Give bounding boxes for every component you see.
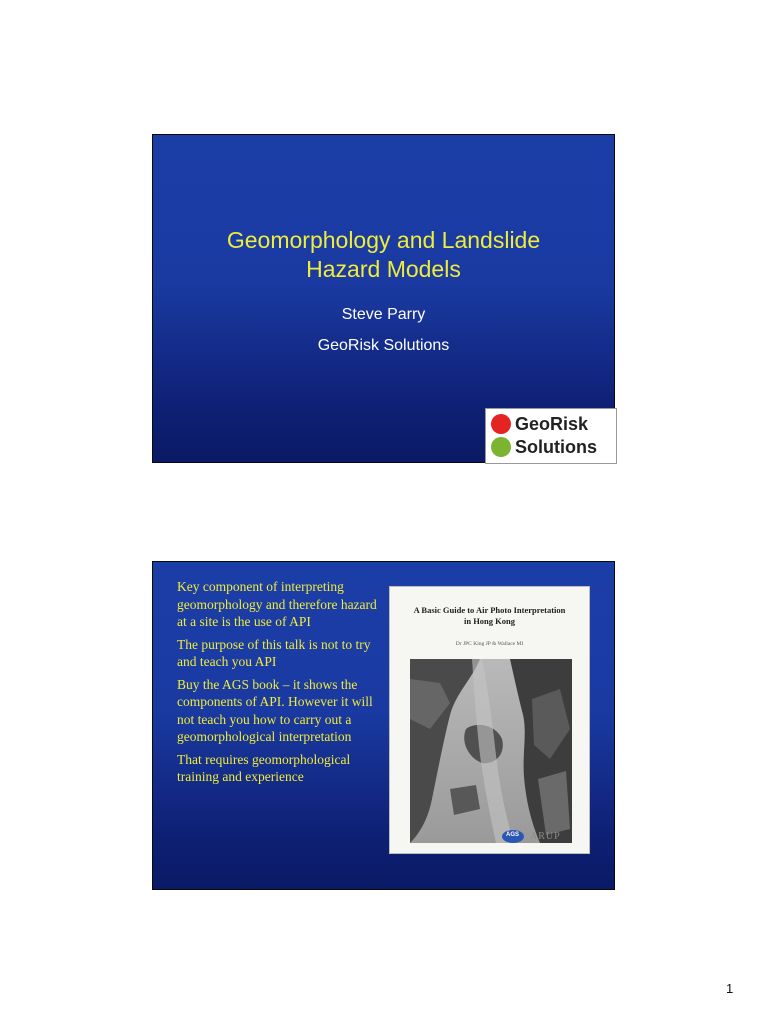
book-title	[398, 605, 581, 627]
bullet-item: That requires geomorphological training and experience	[177, 751, 351, 784]
aerial-photo	[410, 659, 572, 843]
book-title-line1: A Basic Guide to Air Photo Interpretation	[413, 605, 566, 615]
company-name: GeoRisk Solutions	[317, 337, 450, 354]
logo-text-line2: Solutions	[515, 437, 597, 457]
slide-title	[153, 226, 614, 284]
bullet-list	[177, 578, 377, 791]
slide-title-line2: Hazard Models	[306, 256, 461, 282]
content-slide	[152, 561, 615, 890]
bullet-item: The purpose of this talk is not to try and teach you API	[177, 636, 371, 669]
bullet-item: Buy the AGS book – it shows the components of API. However it will not teach you how to carry out a geomorphological interpretation	[177, 676, 373, 744]
arup-logo-text: ARUP	[530, 831, 561, 842]
book-title-line2: in Hong Kong	[463, 616, 516, 626]
bullet-item: Key component of interpreting geomorphology and therefore hazard at a site is the use of API	[177, 579, 377, 629]
ags-logo-text: AGS	[506, 832, 520, 838]
title-slide	[152, 134, 615, 463]
georisk-logo	[485, 408, 617, 464]
page-number: 1	[726, 981, 734, 996]
green-dot-icon	[491, 437, 511, 457]
book-authors: Dr JPC King JP & Wallace MI	[455, 641, 524, 647]
author-name: Steve Parry	[341, 306, 426, 323]
book-cover-image	[389, 586, 590, 854]
book-publisher-logos	[502, 829, 582, 845]
red-dot-icon	[491, 414, 511, 434]
logo-text-line1: GeoRisk	[515, 414, 589, 434]
slide-title-line1: Geomorphology and Landslide	[226, 227, 541, 253]
